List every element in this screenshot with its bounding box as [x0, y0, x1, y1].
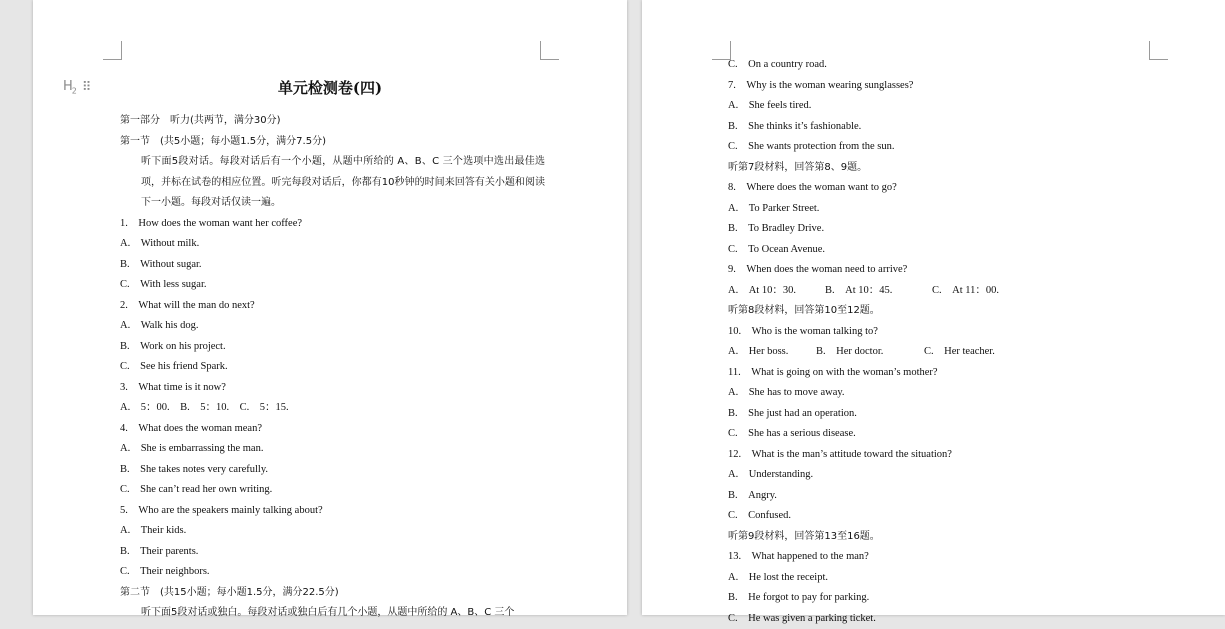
text-line: C. On a country road.: [728, 55, 1168, 76]
text-line: B. Work on his project.: [120, 337, 545, 358]
text-line: A. Walk his dog.: [120, 316, 545, 337]
text-line: A. Their kids.: [120, 521, 545, 542]
text-line: A. She has to move away.: [728, 383, 1168, 404]
text-line: B. To Bradley Drive.: [728, 219, 1168, 240]
text-line: C. Confused.: [728, 506, 1168, 527]
text-line: B. Without sugar.: [120, 255, 545, 276]
text-line: C. To Ocean Avenue.: [728, 240, 1168, 261]
listening-material-heading: 听第7段材料，回答第8、9题。: [728, 158, 1168, 179]
q10-options-row: [728, 342, 1168, 363]
margin-corner-top-left: [103, 41, 122, 60]
section-heading: 第一节 (共5小题；每小题1.5分，满分7.5分): [120, 132, 545, 153]
text-line: A. Understanding.: [728, 465, 1168, 486]
text-line: A. She is embarrassing the man.: [120, 439, 545, 460]
text-line: C. See his friend Spark.: [120, 357, 545, 378]
section-heading: 第二节 (共15小题；每小题1.5分，满分22.5分): [120, 583, 545, 604]
document-page-right: [642, 0, 1225, 615]
heading-2-icon[interactable]: $H_2$: [63, 79, 76, 96]
text-line: 2. What will the man do next?: [120, 296, 545, 317]
text-line: B. She just had an operation.: [728, 404, 1168, 425]
text-line: C. With less sugar.: [120, 275, 545, 296]
text-line: B. Angry.: [728, 486, 1168, 507]
right-page-content: [728, 55, 1168, 629]
text-line: 5. Who are the speakers mainly talking about?: [120, 501, 545, 522]
margin-corner-top-right: [540, 41, 559, 60]
q9-options-row: [728, 281, 1168, 302]
listening-material-heading: 听第9段材料，回答第13至16题。: [728, 527, 1168, 548]
text-line: C. She can’t read her own writing.: [120, 480, 545, 501]
option-c: C. Her teacher.: [924, 342, 995, 363]
text-line: A. He lost the receipt.: [728, 568, 1168, 589]
option-b: B. At 10：45.: [825, 281, 932, 302]
text-line: 12. What is the man’s attitude toward the situation?: [728, 445, 1168, 466]
text-line: 8. Where does the woman want to go?: [728, 178, 1168, 199]
text-line: A. 5：00. B. 5：10. C. 5：15.: [120, 398, 545, 419]
text-line: C. She wants protection from the sun.: [728, 137, 1168, 158]
text-line: B. She takes notes very carefully.: [120, 460, 545, 481]
text-line: C. Their neighbors.: [120, 562, 545, 583]
text-line: C. He was given a parking ticket.: [728, 609, 1168, 629]
text-line: 7. Why is the woman wearing sunglasses?: [728, 76, 1168, 97]
text-line: 10. Who is the woman talking to?: [728, 322, 1168, 343]
text-line: B. He forgot to pay for parking.: [728, 588, 1168, 609]
text-line: 9. When does the woman need to arrive?: [728, 260, 1168, 281]
listening-material-heading: 听第8段材料，回答第10至12题。: [728, 301, 1168, 322]
text-line: 13. What happened to the man?: [728, 547, 1168, 568]
text-line: C. She has a serious disease.: [728, 424, 1168, 445]
option-a: A. At 10：30.: [728, 281, 825, 302]
option-a: A. Her boss.: [728, 342, 816, 363]
instructions-paragraph: 听下面5段对话。每段对话后有一个小题，从题中所给的 A、B、C 三个选项中选出最佳选项，并标在试卷的相应位置。听完每段对话后，你都有10秒钟的时间来回答有关小题和阅读下一小题。每段对话仅读一遍。: [120, 152, 545, 214]
text-line: A. She feels tired.: [728, 96, 1168, 117]
option-b: B. Her doctor.: [816, 342, 924, 363]
text-line: A. To Parker Street.: [728, 199, 1168, 220]
document-title: 单元检测卷(四): [33, 77, 627, 98]
instructions-paragraph-2: 听下面5段对话或独白。每段对话或独白后有几个小题，从题中所给的 A、B、C 三个: [120, 603, 545, 624]
text-line: A. Without milk.: [120, 234, 545, 255]
part-heading: 第一部分 听力(共两节，满分30分): [120, 111, 545, 132]
text-line: B. Their parents.: [120, 542, 545, 563]
option-c: C. At 11：00.: [932, 281, 999, 302]
text-line: 3. What time is it now?: [120, 378, 545, 399]
text-line: 1. How does the woman want her coffee?: [120, 214, 545, 235]
text-line: B. She thinks it’s fashionable.: [728, 117, 1168, 138]
drag-handle-icon[interactable]: ⠿: [82, 81, 92, 94]
text-line: 4. What does the woman mean?: [120, 419, 545, 440]
text-line: 11. What is going on with the woman’s mother?: [728, 363, 1168, 384]
left-page-content: [120, 111, 545, 624]
document-page-left: [33, 0, 627, 615]
